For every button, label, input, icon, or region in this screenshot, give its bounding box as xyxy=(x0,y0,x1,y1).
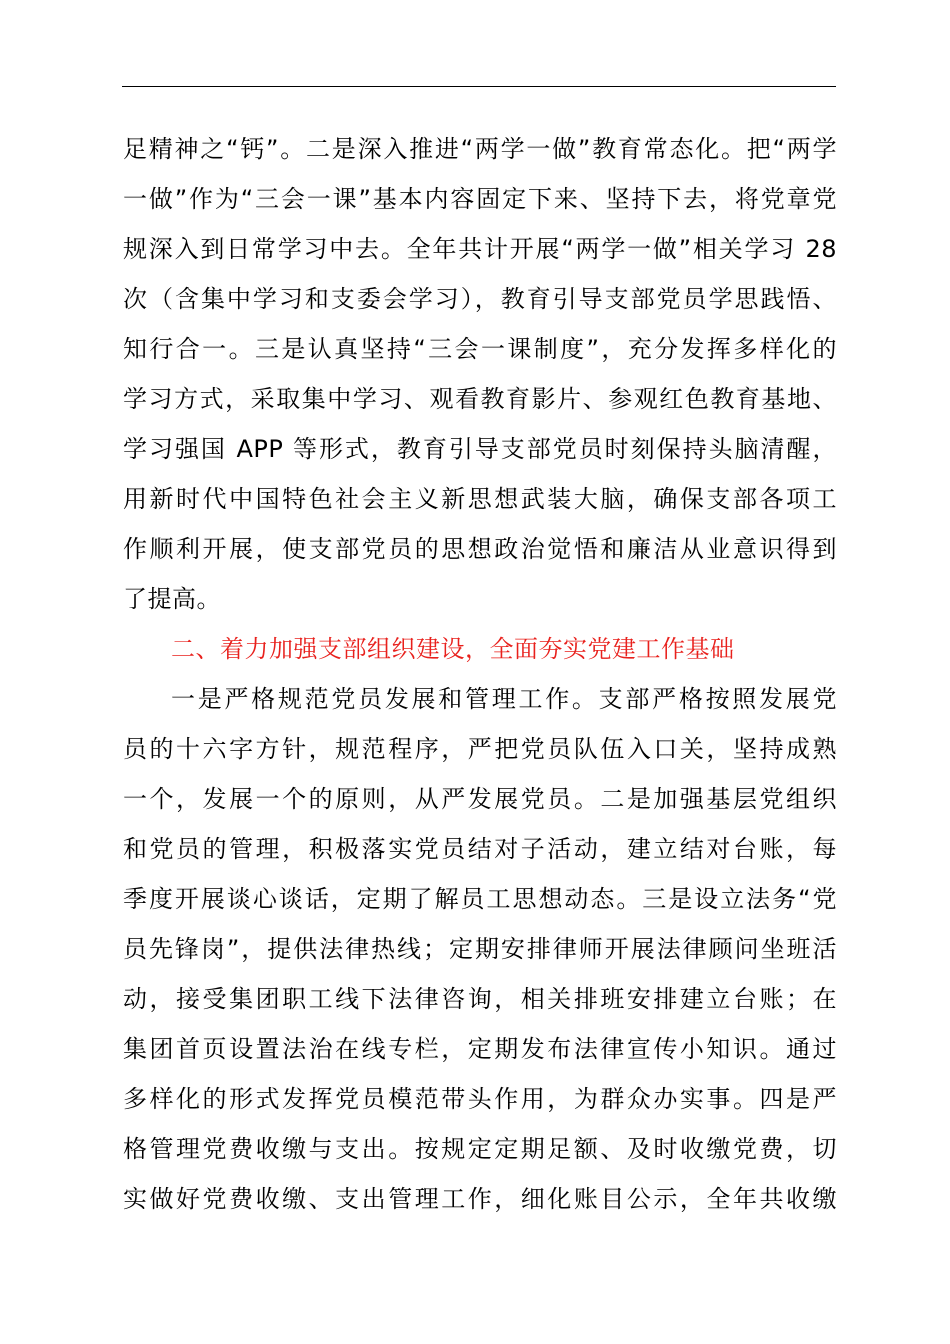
text-line: 足精神之“钙”。二是深入推进“两学一做”教育常态化。把“两学 xyxy=(123,135,837,163)
text-line: 员的十六字方针，规范程序，严把党员队伍入口关，坚持成熟 xyxy=(123,735,837,763)
section-heading: 二、着力加强支部组织建设，全面夯实党建工作基础 xyxy=(171,635,735,663)
text-line: 动，接受集团职工线下法律咨询，相关排班安排建立台账；在 xyxy=(123,985,837,1013)
document-body xyxy=(123,124,837,1224)
text-line: 学习方式，采取集中学习、观看教育影片、参观红色教育基地、 xyxy=(123,385,837,413)
text-line: 用新时代中国特色社会主义新思想武装大脑，确保支部各项工 xyxy=(123,485,837,513)
text-line: 员先锋岗”，提供法律热线；定期安排律师开展法律顾问坐班活 xyxy=(123,935,837,963)
text-line: 格管理党费收缴与支出。按规定定期足额、及时收缴党费，切 xyxy=(123,1135,837,1163)
text-line: 集团首页设置法治在线专栏，定期发布法律宣传小知识。通过 xyxy=(123,1035,837,1063)
header-rule xyxy=(122,86,836,87)
text-line: 知行合一。三是认真坚持“三会一课制度”，充分发挥多样化的 xyxy=(123,335,837,363)
text-line: 规深入到日常学习中去。全年共计开展“两学一做”相关学习 28 xyxy=(123,235,837,263)
text-line: 学习强国 APP 等形式，教育引导支部党员时刻保持头脑清醒， xyxy=(123,435,837,463)
text-line: 和党员的管理，积极落实党员结对子活动，建立结对台账，每 xyxy=(123,835,837,863)
paragraph-1 xyxy=(123,124,837,624)
text-line: 多样化的形式发挥党员模范带头作用，为群众办实事。四是严 xyxy=(123,1085,837,1113)
text-line: 了提高。 xyxy=(123,585,221,613)
text-line: 季度开展谈心谈话，定期了解员工思想动态。三是设立法务“党 xyxy=(123,885,837,913)
text-line: 一个，发展一个的原则，从严发展党员。二是加强基层党组织 xyxy=(123,785,837,813)
text-line: 次（含集中学习和支委会学习），教育引导支部党员学思践悟、 xyxy=(123,285,837,313)
text-line: 一是严格规范党员发展和管理工作。支部严格按照发展党 xyxy=(171,685,837,713)
paragraph-2 xyxy=(123,674,837,1224)
text-line: 实做好党费收缴、支出管理工作，细化账目公示，全年共收缴 xyxy=(123,1185,837,1213)
text-line: 一做”作为“三会一课”基本内容固定下来、坚持下去，将党章党 xyxy=(123,185,837,213)
text-line: 作顺利开展，使支部党员的思想政治觉悟和廉洁从业意识得到 xyxy=(123,535,837,563)
